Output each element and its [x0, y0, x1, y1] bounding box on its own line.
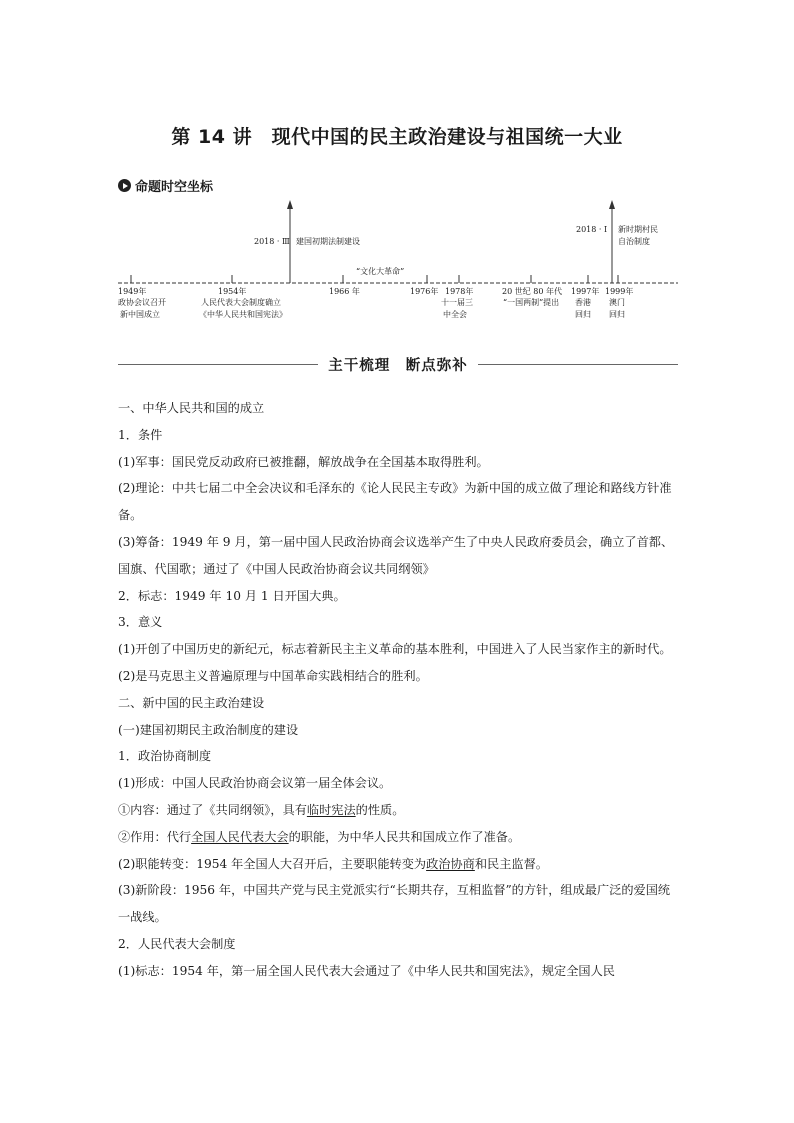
exam-right-tag: 2018 · Ⅰ	[576, 225, 608, 234]
paragraph-role-change: (2)职能转变：1954 年全国人大召开后，主要职能转变为政治协商和民主监督。	[118, 856, 548, 871]
heading-2: 二、新中国的民主政治建设	[118, 695, 265, 710]
divider-title: 主干梳理 断点弥补	[318, 358, 478, 374]
marker-1999-desc: 澳门	[609, 298, 625, 307]
paragraph: (2)理论：中共七届二中全会决议和毛泽东的《论人民民主专政》为新中国的成立做了理论和路线方针准备。	[118, 481, 672, 523]
marker-1999-desc2: 回归	[609, 310, 625, 319]
section-heading-label: 命题时空坐标	[135, 180, 214, 195]
marker-1978-desc: 十一届三	[441, 298, 473, 307]
exam-left-tag: 2018 · Ⅲ	[254, 237, 290, 246]
marker-1997-desc: 香港	[575, 298, 591, 307]
underlined-term: 政治协商	[426, 856, 475, 871]
marker-1978-desc2: 中全会	[443, 310, 467, 319]
heading-1: 一、中华人民共和国的成立	[118, 401, 265, 415]
paragraph: (1)标志：1954 年，第一届全国人民代表大会通过了《中华人民共和国宪法》，规定全国人民	[118, 963, 615, 978]
paragraph: (2)是马克思主义普遍原理与中国革命实践相结合的胜利。	[118, 668, 428, 683]
paragraph: (1)形成：中国人民政治协商会议第一届全体会议。	[118, 776, 392, 791]
marker-1999-year: 1999年	[605, 287, 634, 296]
paragraph: (1)军事：国民党反动政府已被推翻，解放战争在全国基本取得胜利。	[118, 454, 489, 469]
paragraph: (3)新阶段：1956 年，中国共产党与民主党派实行“长期共存，互相监督”的方针，组成最广泛的爱国统一战线。	[118, 883, 671, 925]
marker-1949-desc: 政协会议召开	[118, 298, 166, 307]
marker-1954-desc: 人民代表大会制度确立	[201, 298, 281, 307]
marker-1966-year: 1966 年	[329, 287, 360, 296]
page-title: 第 14 讲 现代中国的民主政治建设与祖国统一大业	[171, 126, 623, 148]
cultural-revolution-label: “文化大革命”	[356, 267, 405, 276]
marker-1980s-year: 20 世纪 80 年代	[502, 287, 562, 296]
marker-1978-year: 1978年	[445, 287, 474, 296]
main-content	[118, 395, 680, 985]
exam-left-text: 建国初期法制建设	[296, 237, 360, 246]
marker-1980s-desc: “一国两制”提出	[503, 298, 560, 307]
marker-1976-year: 1976年	[410, 287, 439, 296]
section-divider	[118, 352, 678, 376]
paragraph-function-point: ②作用：代行全国人民代表大会的职能，为中华人民共和国成立作了准备。	[118, 829, 521, 844]
timeline-axis-graphic	[0, 0, 794, 330]
sub-heading: 2．人民代表大会制度	[118, 936, 236, 951]
paragraph: (1)开创了中国历史的新纪元，标志着新民主主义革命的基本胜利，中国进入了人民当家作主的新时代。	[118, 642, 672, 657]
marker-1949-desc2: 新中国成立	[120, 310, 160, 319]
paragraph: (3)筹备：1949 年 9 月，第一届中国人民政治协商会议选举产生了中央人民政府委员会，确立了首都、国旗、代国歌；通过了《中国人民政治协商会议共同纲领》	[118, 534, 674, 576]
exam-right-text2: 自治制度	[618, 237, 650, 246]
sub-heading: 1．条件	[118, 427, 163, 442]
marker-1954-desc2: 《中华人民共和国宪法》	[199, 310, 287, 319]
exam-arrow-left-head	[287, 200, 293, 209]
marker-1997-desc2: 回归	[575, 310, 591, 319]
paragraph-content-point: ①内容：通过了《共同纲领》，具有临时宪法的性质。	[118, 802, 405, 817]
underlined-term: 临时宪法	[306, 802, 356, 817]
sub-heading: 3．意义	[118, 615, 163, 630]
heading-2-sub: (一)建国初期民主政治制度的建设	[118, 722, 299, 737]
exam-right-text1: 新时期村民	[618, 225, 658, 234]
marker-1949-year: 1949年	[118, 287, 147, 296]
timeline-diagram	[0, 0, 794, 330]
underlined-term: 全国人民代表大会	[191, 829, 289, 844]
paragraph: 2．标志：1949 年 10 月 1 日开国大典。	[118, 588, 346, 603]
marker-1997-year: 1997年	[571, 287, 600, 296]
sub-heading: 1．政治协商制度	[118, 749, 212, 764]
exam-arrow-right-head	[609, 200, 615, 209]
marker-1954-year: 1954年	[218, 287, 247, 296]
